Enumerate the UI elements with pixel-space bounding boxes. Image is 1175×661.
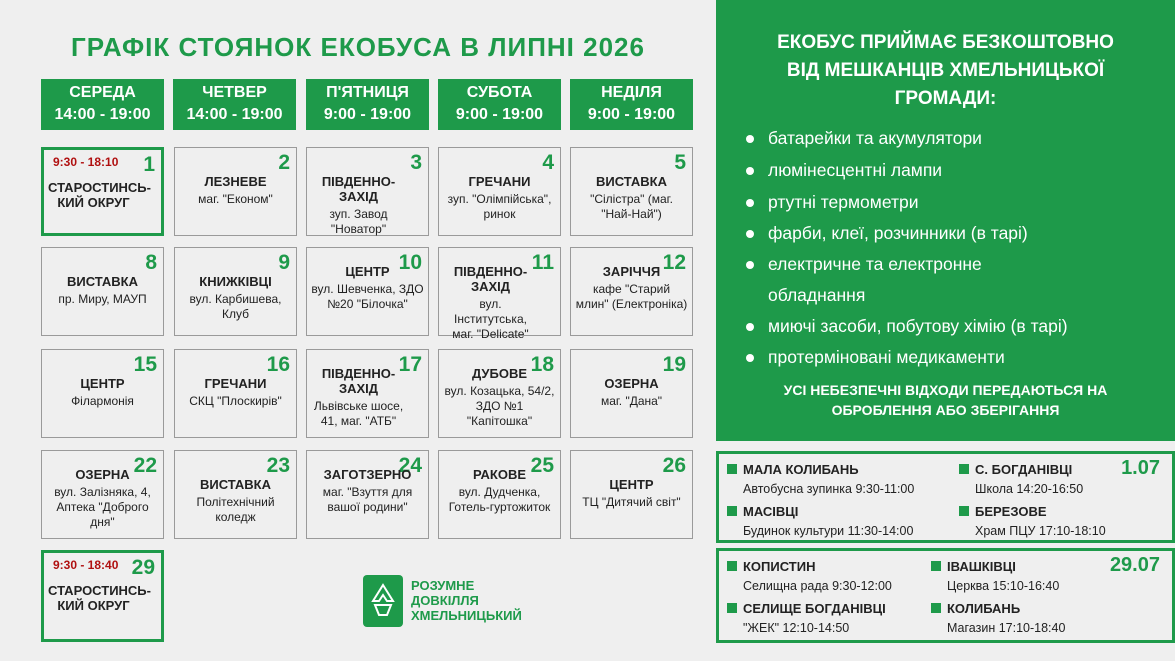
day-number: 4 [542,151,554,174]
location-name: ГРЕЧАНИ [204,376,267,391]
location-detail: маг. "Дана" [600,394,663,408]
cell-content [571,174,692,222]
cell-content [307,264,428,312]
location-detail: вул. Дудченка, Готель-гуртожиток [448,485,551,514]
day-number: 2 [278,151,290,174]
logo-text [411,578,522,623]
calendar-cell [438,147,561,236]
accepts-item: люмінесцентні лампи [768,160,943,180]
calendar-cell [306,247,429,336]
day-name: СУБОТА [466,84,533,101]
location-detail: "Сілістра" (маг. "Най-Най") [590,192,673,221]
schedule-entry [959,504,1106,538]
entry-name: СЕЛИЩЕ БОГДАНІВЦІ [727,601,886,616]
location-name: ЗАРІЧЧЯ [602,264,661,279]
day-number: 16 [266,353,290,376]
logo-line: РОЗУМНЕ [411,578,475,593]
calendar-cell [438,247,561,341]
calendar-cell [570,450,693,539]
entry-detail: Селищна рада 9:30-12:00 [743,579,892,593]
day-header-sat [438,79,561,130]
cell-content [571,477,692,510]
location-name: ПІВДЕННО-ЗАХІД [321,174,396,204]
calendar-cell [174,247,297,336]
cell-time: 9:30 - 18:10 [53,155,119,169]
cell-content [439,366,560,429]
location-detail: вул. Залізняка, 4, Аптека "Доброго дня" [54,485,151,529]
location-name: ОЗЕРНА [604,376,659,391]
cell-content [42,376,163,409]
location-detail: вул. Карбишева, Клуб [189,292,282,321]
location-detail: вул. Козацька, 54/2, ЗДО №1 "Капітошка" [444,384,555,428]
location-name: ДУБОВЕ [471,366,528,381]
day-number: 24 [398,454,422,477]
location-name: СТАРОСТИНСЬ-КИЙ ОКРУГ [48,180,151,210]
calendar-cell [41,550,164,642]
cell-content [439,264,560,342]
day-hours: 9:00 - 19:00 [323,106,412,123]
accepts-item: батарейки та акумулятори [768,128,982,148]
cell-content [307,174,428,237]
entry-detail: Школа 14:20-16:50 [975,482,1084,496]
day-number: 23 [266,454,290,477]
day-number: 12 [662,251,686,274]
location-name: ЛЕЗНЕВЕ [204,174,267,189]
calendar-cell [41,450,164,539]
location-detail: кафе "Старий млин" (Електроніка) [575,282,688,311]
location-detail: вул. Шевченка, ЗДО №20 "Білочка" [311,282,424,311]
day-hours: 9:00 - 19:00 [455,106,544,123]
location-detail: Філармонія [71,394,134,408]
location-name: КНИЖКІВЦІ [199,274,272,289]
location-name: ВИСТАВКА [199,477,272,492]
cell-content [307,366,428,429]
day-number: 22 [133,454,157,477]
day-number: 11 [531,251,554,274]
schedule-date: 1.07 [1121,457,1160,479]
day-number: 9 [278,251,290,274]
entry-name: МАСІВЦІ [727,504,913,519]
schedule-entry [931,601,1065,635]
accepts-item: електричне та електронне [768,254,982,274]
schedule-entry [727,601,886,635]
entry-detail: Церква 15:10-16:40 [947,579,1060,593]
entry-name: С. БОГДАНІВЦІ [959,462,1083,477]
location-detail: зуп. Завод "Новатор" [329,207,388,236]
cell-content [175,376,296,409]
schedule-entry [931,559,1059,593]
schedule-entry [727,559,892,593]
day-name: П'ЯТНИЦЯ [326,84,409,101]
day-name: ЧЕТВЕР [202,84,267,101]
day-number: 8 [145,251,157,274]
accepts-panel [716,0,1175,441]
calendar-cell [306,450,429,539]
cell-content [571,376,692,409]
day-header-sun [570,79,693,130]
entry-detail: Будинок культури 11:30-14:00 [743,524,914,538]
day-hours: 9:00 - 19:00 [587,106,676,123]
location-name: ВИСТАВКА [595,174,668,189]
accepts-item-cont: обладнання [768,285,866,305]
location-name: ЦЕНТР [609,477,654,492]
calendar-cell [438,349,561,438]
village-schedule-1 [716,451,1175,543]
location-detail: зуп. "Олімпійська", ринок [447,192,552,221]
accepts-item: миючі засоби, побутову хімію (в тарі) [768,316,1068,336]
location-detail: Львівське шосе, 41, маг. "АТБ" [313,399,404,428]
day-number: 19 [662,353,686,376]
location-detail: СКЦ "Плоскирів" [189,394,282,408]
day-hours: 14:00 - 19:00 [54,106,151,123]
cell-content [42,274,163,307]
entry-name: ІВАШКІВЦІ [931,559,1059,574]
location-detail: маг. "Економ" [198,192,273,206]
cell-content [307,467,428,515]
day-number: 10 [398,251,422,274]
location-name: ПІВДЕННО-ЗАХІД [321,366,396,396]
location-detail: ТЦ "Дитячий світ" [582,495,681,509]
recycle-logo-icon [363,575,403,627]
location-name: ЦЕНТР [345,264,390,279]
calendar-cell [174,450,297,539]
cell-content [175,174,296,207]
accepts-item: ртутні термометри [768,192,919,212]
calendar-cell [306,349,429,438]
day-number: 1 [143,153,155,176]
day-number: 5 [674,151,686,174]
accepts-title: ЕКОБУС ПРИЙМАЄ БЕЗКОШТОВНО ВІД МЕШКАНЦІВ ХМЕЛЬНИЦЬКОЇ ГРОМАДИ: [777,32,1114,109]
location-name: ГРЕЧАНИ [468,174,531,189]
cell-content [439,174,560,222]
location-detail: вул. Інститутська, маг. "Delicate" [452,297,529,341]
calendar-cell [41,247,164,336]
day-number: 25 [530,454,554,477]
calendar-cell [306,147,429,236]
cell-content [571,264,692,312]
entry-detail: Автобусна зупинка 9:30-11:00 [743,482,915,496]
cell-content [44,180,161,210]
accepts-item: протерміновані медикаменти [768,347,1005,367]
entry-detail: Храм ПЦУ 17:10-18:10 [975,524,1106,538]
location-name: ВИСТАВКА [66,274,139,289]
day-number: 3 [410,151,422,174]
page-title: ГРАФІК СТОЯНОК ЕКОБУСА В ЛИПНІ 2026 [71,32,645,62]
location-name: ПІВДЕННО-ЗАХІД [453,264,528,294]
cell-content [42,467,163,530]
day-name: СЕРЕДА [69,84,136,101]
schedule-entry [959,462,1083,496]
day-header-thu [173,79,296,130]
location-name: ЗАГОТЗЕРНО [323,467,412,482]
entry-name: КОЛИБАНЬ [931,601,1065,616]
entry-name: БЕРЕЗОВЕ [959,504,1106,519]
day-number: 17 [398,353,422,376]
entry-detail: Магазин 17:10-18:40 [947,621,1066,635]
day-header-fri [306,79,429,130]
schedule-entry [727,504,913,538]
day-number: 29 [131,556,155,579]
entry-name: МАЛА КОЛИБАНЬ [727,462,914,477]
location-name: СТАРОСТИНСЬ-КИЙ ОКРУГ [48,583,151,613]
calendar-cell [438,450,561,539]
location-detail: Політехнічний коледж [196,495,275,524]
calendar-cell [570,147,693,236]
cell-content [175,274,296,322]
cell-content [175,477,296,525]
location-name: ЦЕНТР [80,376,125,391]
day-header-wed [41,79,164,130]
entry-detail: "ЖЕК" 12:10-14:50 [743,621,850,635]
schedule-date: 29.07 [1109,554,1160,576]
schedule-entry [727,462,914,496]
accepts-footer: УСІ НЕБЕЗПЕЧНІ ВІДХОДИ ПЕРЕДАЮТЬСЯ НА ОБРОБЛЕННЯ АБО ЗБЕРІГАННЯ [783,382,1108,418]
day-hours: 14:00 - 19:00 [186,106,283,123]
location-detail: пр. Миру, МАУП [58,292,147,306]
day-number: 26 [662,454,686,477]
day-name: НЕДІЛЯ [601,84,662,101]
logo-line: ДОВКІЛЛЯ [411,593,479,608]
calendar-cell [174,349,297,438]
calendar-cell [41,147,164,236]
day-number: 15 [133,353,157,376]
calendar-cell [570,247,693,336]
entry-name: КОПИСТИН [727,559,892,574]
village-schedule-2 [716,548,1175,643]
location-name: РАКОВЕ [472,467,527,482]
accepts-item: фарби, клеї, розчинники (в тарі) [768,223,1028,243]
cell-time: 9:30 - 18:40 [53,558,119,572]
location-detail: маг. "Взуття для вашої родини" [322,485,413,514]
logo-line: ХМЕЛЬНИЦЬКИЙ [411,608,522,623]
calendar-cell [174,147,297,236]
location-name: ОЗЕРНА [75,467,130,482]
calendar-cell [41,349,164,438]
day-number: 18 [530,353,554,376]
calendar-cell [570,349,693,438]
cell-content [44,583,161,613]
cell-content [439,467,560,515]
